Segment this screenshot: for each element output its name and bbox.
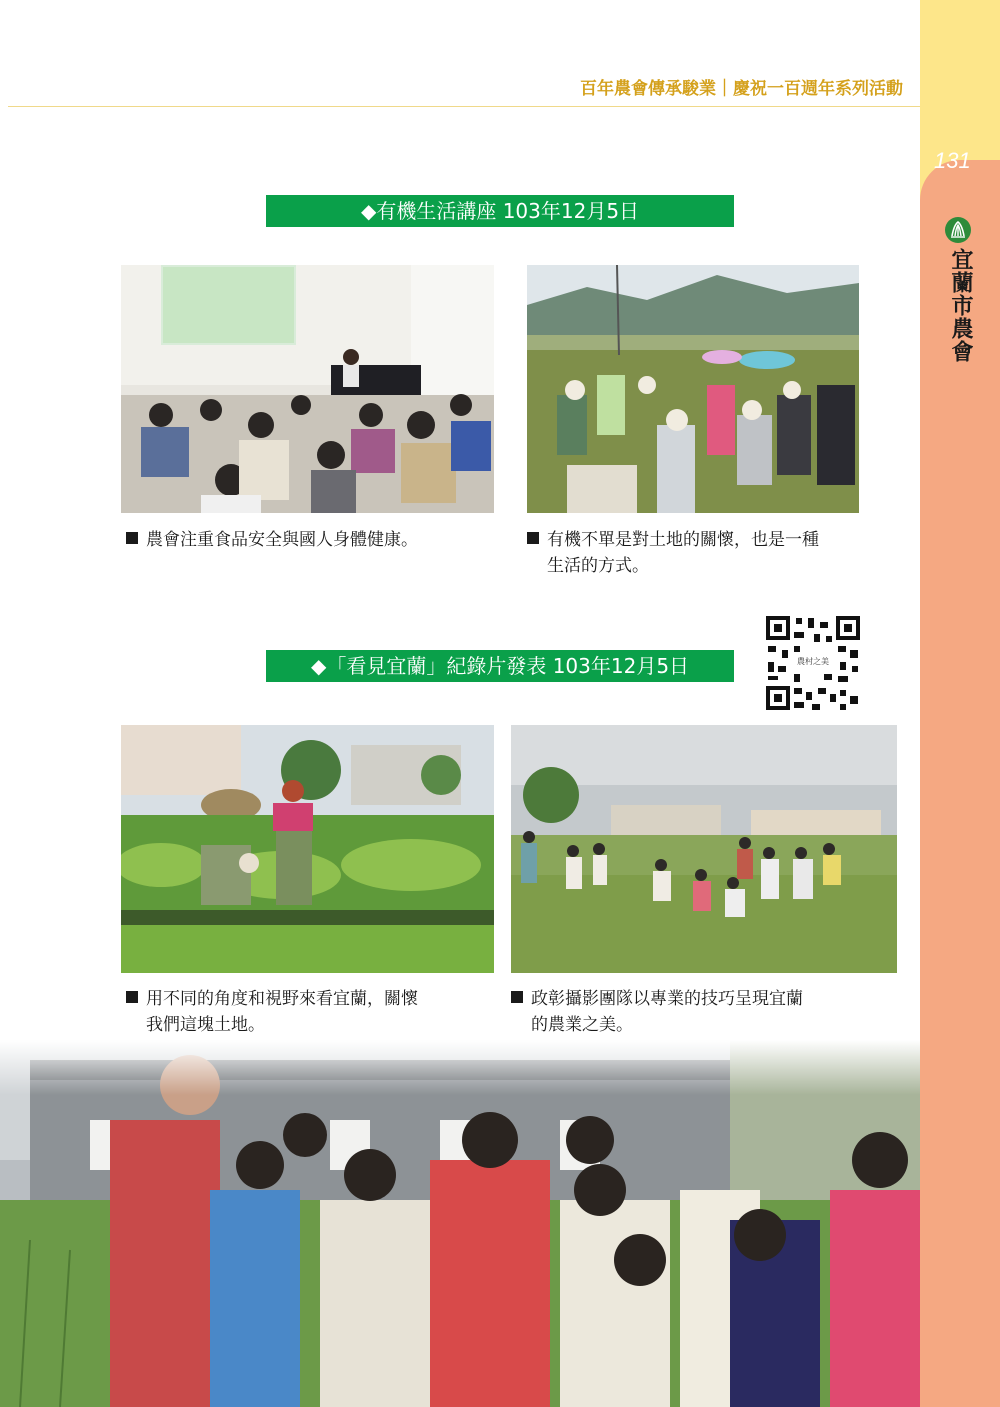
organization-name: 宜蘭市農會 xyxy=(948,248,973,363)
caption-farm-workers-line2: 我們這塊土地。 xyxy=(146,1015,265,1035)
qr-code-label: 農村之美 xyxy=(791,655,835,669)
caption-children-field xyxy=(511,986,901,1038)
caption-children-field-line2: 的農業之美。 xyxy=(531,1015,633,1035)
children-in-field-photo xyxy=(511,725,897,973)
caption-lecture xyxy=(126,527,506,553)
square-bullet-icon xyxy=(511,991,523,1003)
caption-children-field-line1: 政彰攝影團隊以專業的技巧呈現宜蘭 xyxy=(531,989,803,1009)
square-bullet-icon xyxy=(527,532,539,544)
caption-lecture-text: 農會注重食品安全與國人身體健康。 xyxy=(146,530,418,550)
caption-field-tour-line2: 生活的方式。 xyxy=(547,556,649,576)
square-bullet-icon xyxy=(126,532,138,544)
page-number: 131 xyxy=(934,148,971,173)
farm-workers-photo xyxy=(121,725,494,973)
caption-field-tour xyxy=(527,527,907,579)
lecture-hall-photo xyxy=(121,265,494,513)
section-banner-organic-lecture: ◆有機生活講座 103年12月5日 xyxy=(266,195,734,227)
header-divider xyxy=(8,106,920,107)
caption-farm-workers-line1: 用不同的角度和視野來看宜蘭，關懷 xyxy=(146,989,418,1009)
field-tour-photo xyxy=(527,265,859,513)
section-banner-documentary: ◆「看見宜蘭」紀錄片發表 103年12月5日 xyxy=(266,650,734,682)
running-title: 百年農會傳承駿業｜慶祝一百週年系列活動 xyxy=(580,79,903,99)
caption-field-tour-line1: 有機不單是對土地的關懷，也是一種 xyxy=(547,530,819,550)
square-bullet-icon xyxy=(126,991,138,1003)
farmers-association-logo-icon xyxy=(945,217,971,243)
teacher-with-children-photo xyxy=(0,1040,920,1407)
side-tab-bottom xyxy=(920,200,1000,1407)
caption-farm-workers xyxy=(126,986,506,1038)
